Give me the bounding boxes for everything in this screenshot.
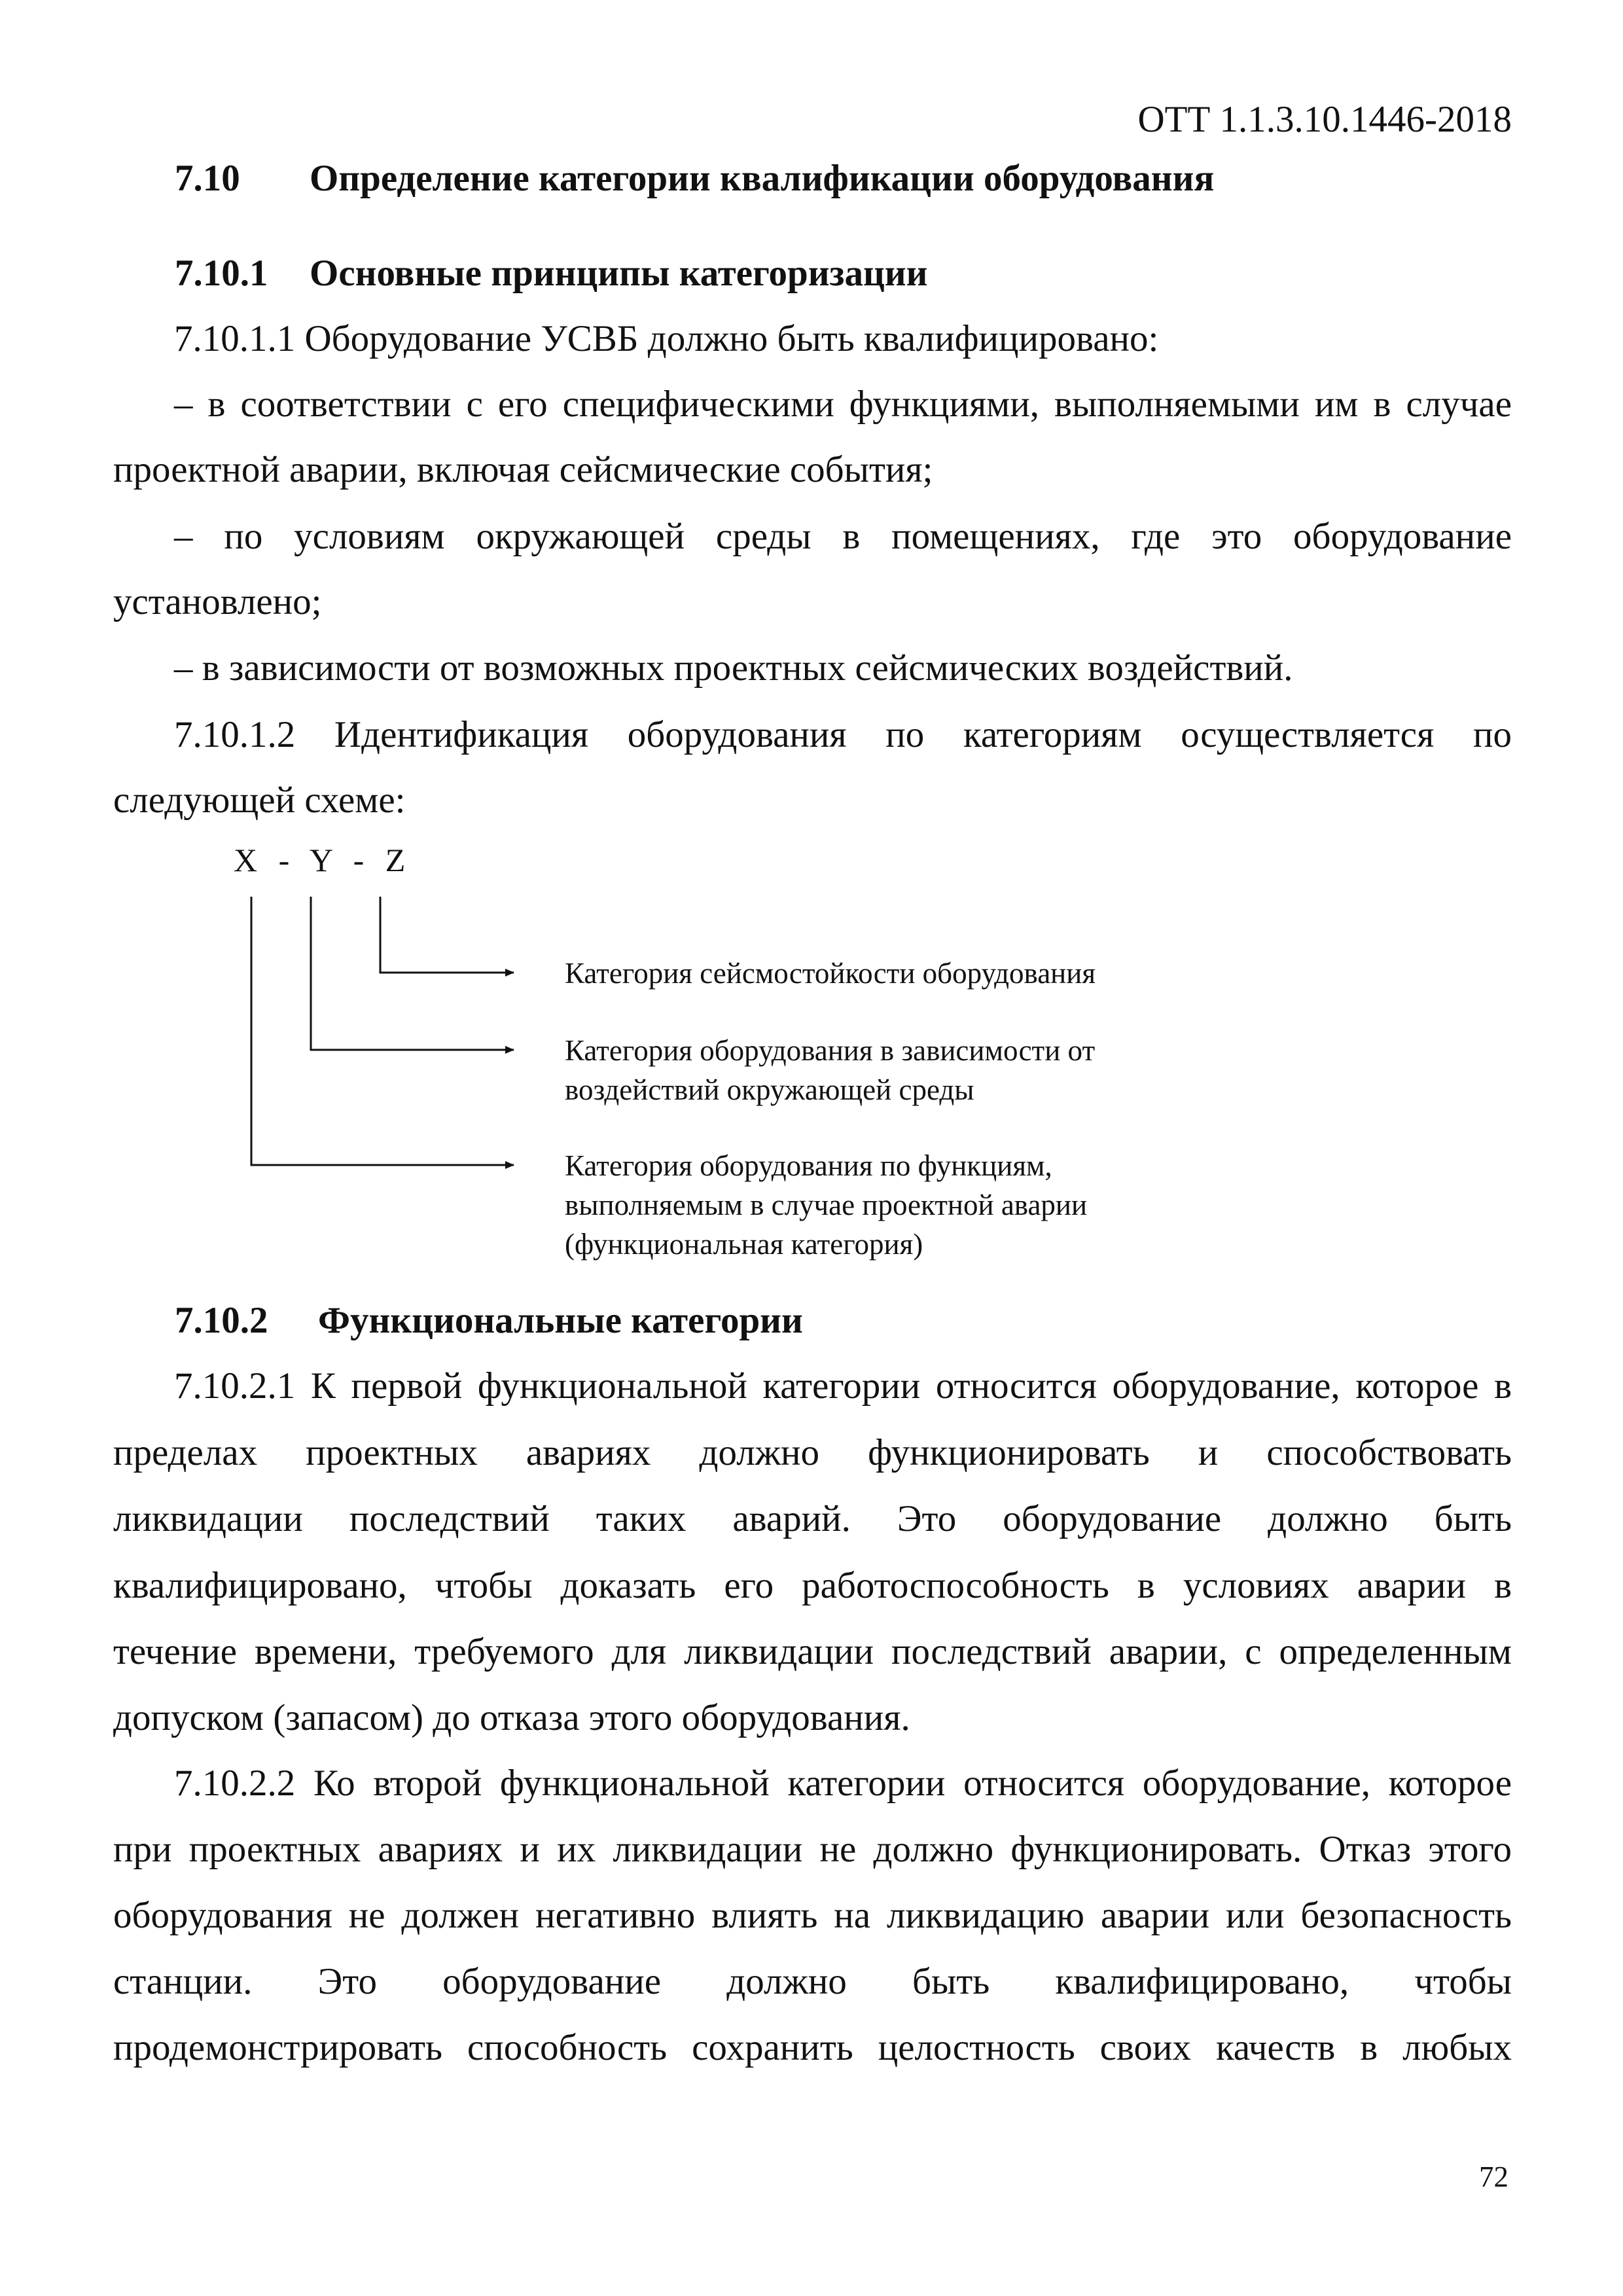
paragraph-line: квалифицировано, чтобы доказать его работоспособность в условиях аварии в	[113, 1565, 1512, 1606]
scheme-z-label: Категория сейсмостойкости оборудования	[565, 957, 1096, 990]
list-item-line: – в соответствии с его специфическими функциями, выполняемыми им в случае	[174, 384, 1512, 425]
subsection-number: 7.10.2	[175, 1300, 268, 1341]
paragraph-line: ликвидации последствий таких аварий. Это оборудование должно быть	[113, 1498, 1512, 1539]
scheme-x-label-line: Категория оборудования по функциям,	[565, 1149, 1052, 1182]
paragraph-line: станции. Это оборудование должно быть квалифицировано, чтобы	[113, 1961, 1512, 2002]
list-item-line: проектной аварии, включая сейсмические события;	[113, 449, 933, 490]
paragraph-line: 7.10.1.2 Идентификация оборудования по категориям осуществляется по	[174, 714, 1512, 755]
subsection-title: Основные принципы категоризации	[310, 253, 928, 294]
section-number: 7.10	[175, 158, 240, 199]
paragraph-line: допуском (запасом) до отказа этого оборудования.	[113, 1697, 910, 1738]
scheme-code: X - Y - Z	[234, 842, 412, 878]
list-item-line: – по условиям окружающей среды в помещениях, где это оборудование	[174, 516, 1512, 557]
paragraph-line: 7.10.2.2 Ко второй функциональной категории относится оборудование, которое	[174, 1763, 1512, 1804]
list-item-line: установлено;	[113, 581, 322, 622]
scheme-x-label-line: выполняемым в случае проектной аварии	[565, 1189, 1088, 1221]
subsection-number: 7.10.1	[175, 253, 268, 294]
section-title: Определение категории квалификации оборудования	[310, 158, 1215, 199]
page-number: 72	[1479, 2161, 1508, 2193]
paragraph-line: пределах проектных авариях должно функционировать и способствовать	[113, 1432, 1512, 1473]
z-connector	[380, 897, 514, 973]
paragraph-7-10-1-1: 7.10.1.1 Оборудование УСВБ должно быть квалифицировано:	[174, 318, 1159, 359]
paragraph-line: оборудования не должен негативно влиять на ликвидацию аварии или безопасность	[113, 1895, 1512, 1936]
paragraph-line: следующей схеме:	[113, 780, 406, 821]
document-code: ОТТ 1.1.3.10.1446-2018	[1137, 99, 1512, 140]
paragraph-line: 7.10.2.1 К первой функциональной категории относится оборудование, которое в	[174, 1365, 1512, 1407]
scheme-y-label-line: воздействий окружающей среды	[565, 1073, 974, 1106]
paragraph-line: течение времени, требуемого для ликвидации последствий аварии, с определенным	[113, 1631, 1512, 1672]
list-item-line: – в зависимости от возможных проектных сейсмических воздействий.	[174, 647, 1293, 689]
x-connector	[251, 897, 514, 1165]
subsection-title: Функциональные категории	[318, 1300, 803, 1341]
paragraph-line: продемонстрировать способность сохранить целостность своих качеств в любых	[113, 2027, 1512, 2068]
scheme-x-label-line: (функциональная категория)	[565, 1228, 923, 1261]
scheme-y-label-line: Категория оборудования в зависимости от	[565, 1034, 1096, 1067]
paragraph-line: при проектных авариях и их ликвидации не должно функционировать. Отказ этого	[113, 1829, 1512, 1870]
